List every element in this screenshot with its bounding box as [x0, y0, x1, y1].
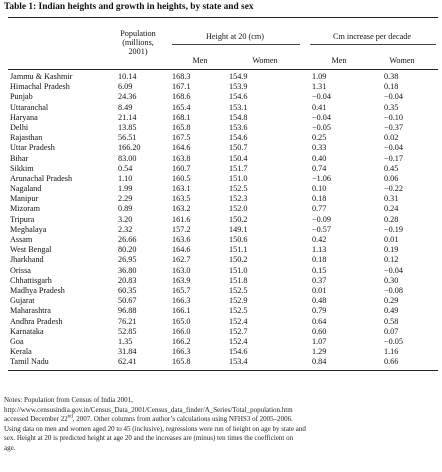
- state-cell: Goa: [10, 336, 24, 346]
- increase-women-cell: 0.58: [384, 316, 399, 326]
- notes-line: [4, 415, 436, 425]
- increase-women-cell: 1.16: [384, 347, 399, 357]
- state-cell: Chhattisgarh: [10, 275, 52, 285]
- population-cell: 24.36: [118, 92, 137, 102]
- table-row: [8, 327, 438, 337]
- increase-men-cell: 0.40: [312, 153, 327, 163]
- height-women-cell: 152.5: [229, 184, 248, 194]
- increase-women-cell: 0.18: [384, 82, 399, 92]
- increase-men-cell: 0.74: [312, 163, 327, 173]
- notes-text: accessed December 22: [4, 415, 68, 424]
- height-women-cell: 151.0: [229, 173, 248, 183]
- increase-men-cell: 0.01: [312, 285, 327, 295]
- state-cell: Tamil Nadu: [10, 357, 49, 367]
- height-women-cell: 153.1: [229, 102, 248, 112]
- state-cell: Sikkim: [10, 163, 34, 173]
- increase-women-cell: −0.05: [384, 336, 403, 346]
- population-cell: 2.32: [118, 224, 133, 234]
- state-cell: Karnataka: [10, 326, 44, 336]
- notes-line: Notes: Population from Census of India 2001,: [4, 396, 133, 404]
- height-women-cell: 154.9: [229, 72, 248, 81]
- table-row: [8, 306, 438, 316]
- height-women-cell: 149.1: [229, 224, 248, 234]
- table-title: Table 1: Indian heights and growth in heights, by state and sex: [4, 2, 254, 12]
- state-cell: Rajasthan: [10, 133, 43, 143]
- population-cell: 10.14: [118, 72, 137, 81]
- state-cell: Nagaland: [10, 184, 42, 194]
- table-row: [8, 92, 438, 102]
- state-cell: Punjab: [10, 92, 33, 102]
- height-women-header: Women: [252, 56, 278, 65]
- state-cell: Gujarat: [10, 296, 35, 306]
- height-group-header: Height at 20 (cm): [206, 32, 264, 41]
- increase-men-cell: −0.04: [312, 92, 331, 102]
- height-men-cell: 164.6: [172, 143, 191, 153]
- table-row: [8, 215, 438, 225]
- height-men-cell: 166.0: [172, 326, 191, 336]
- population-cell: 0.89: [118, 204, 133, 214]
- population-cell: 60.35: [118, 285, 137, 295]
- state-cell: Haryana: [10, 112, 38, 122]
- state-cell: Orissa: [10, 265, 31, 275]
- population-cell: 76.21: [118, 316, 137, 326]
- increase-men-cell: −0.57: [312, 224, 331, 234]
- table-row: [8, 184, 438, 194]
- increase-men-cell: −0.09: [312, 214, 331, 224]
- table-row: [8, 357, 438, 367]
- population-cell: 0.54: [118, 163, 133, 173]
- height-women-cell: 150.2: [229, 255, 248, 265]
- height-men-cell: 160.5: [172, 173, 191, 183]
- increase-women-cell: 0.30: [384, 275, 399, 285]
- height-men-header: Men: [192, 56, 208, 65]
- table-row: [8, 245, 438, 255]
- height-men-cell: 166.2: [172, 336, 191, 346]
- height-women-cell: 150.6: [229, 235, 248, 244]
- population-cell: 1.35: [118, 336, 133, 346]
- table-row: [8, 204, 438, 214]
- header-rule: [8, 69, 438, 70]
- increase-men-cell: −1.06: [312, 173, 331, 183]
- state-cell: Jharkhand: [10, 255, 44, 265]
- table-row: [8, 337, 438, 347]
- table-row: [8, 255, 438, 265]
- height-women-cell: 153.9: [229, 82, 248, 92]
- increase-men-cell: 0.10: [312, 184, 327, 194]
- height-women-cell: 152.9: [229, 296, 248, 306]
- increase-women-cell: −0.37: [384, 122, 403, 132]
- table-row: [8, 266, 438, 276]
- state-cell: West Bengal: [10, 245, 52, 255]
- height-men-cell: 167.1: [172, 82, 191, 92]
- height-men-cell: 165.4: [172, 102, 191, 112]
- population-cell: 3.20: [118, 214, 133, 224]
- height-women-cell: 153.4: [229, 357, 248, 367]
- increase-women-cell: −0.17: [384, 153, 403, 163]
- height-men-cell: 167.5: [172, 133, 191, 143]
- increase-men-cell: 0.15: [312, 265, 327, 275]
- table-row: [8, 154, 438, 164]
- table-row: [8, 82, 438, 92]
- increase-women-cell: 0.29: [384, 296, 399, 306]
- notes-superscript: nd: [67, 414, 73, 420]
- table-row: [8, 123, 438, 133]
- state-cell: Tripura: [10, 214, 35, 224]
- height-men-cell: 163.2: [172, 204, 191, 214]
- state-cell: Mizoram: [10, 204, 41, 214]
- population-cell: 80.20: [118, 245, 137, 255]
- table-row: [8, 133, 438, 143]
- table-row: [8, 276, 438, 286]
- population-header-line-3: 2001): [128, 47, 148, 56]
- increase-women-cell: 0.35: [384, 102, 399, 112]
- increase-men-cell: 0.37: [312, 275, 327, 285]
- height-women-cell: 150.2: [229, 214, 248, 224]
- increase-women-cell: 0.24: [384, 204, 399, 214]
- state-cell: Kerala: [10, 347, 32, 357]
- state-cell: Uttar Pradesh: [10, 143, 55, 153]
- increase-women-header: Women: [389, 56, 415, 65]
- increase-women-cell: −0.08: [384, 285, 403, 295]
- height-men-cell: 163.0: [172, 265, 191, 275]
- increase-group-rule: [310, 44, 436, 45]
- increase-women-cell: −0.04: [384, 92, 403, 102]
- increase-men-cell: 0.64: [312, 316, 327, 326]
- increase-men-cell: 0.60: [312, 326, 327, 336]
- increase-women-cell: 0.06: [384, 173, 399, 183]
- state-cell: Manipur: [10, 194, 39, 204]
- height-men-cell: 163.1: [172, 184, 191, 194]
- population-cell: 62.41: [118, 357, 137, 367]
- table-row: [8, 143, 438, 153]
- increase-women-cell: 0.01: [384, 235, 399, 244]
- increase-women-cell: 0.49: [384, 306, 399, 316]
- height-women-cell: 152.3: [229, 194, 248, 204]
- population-cell: 56.51: [118, 133, 137, 143]
- state-cell: Uttaranchal: [10, 102, 49, 112]
- state-cell: Delhi: [10, 122, 29, 132]
- population-cell: 26.95: [118, 255, 137, 265]
- population-cell: 6.09: [118, 82, 133, 92]
- height-women-cell: 151.0: [229, 265, 248, 275]
- height-men-cell: 166.1: [172, 306, 191, 316]
- height-women-cell: 152.0: [229, 204, 248, 214]
- state-cell: Jammu & Kashmir: [10, 72, 73, 81]
- state-cell: Andhra Pradesh: [10, 316, 63, 326]
- increase-men-cell: 0.41: [312, 102, 327, 112]
- notes-url: http://www.censusindia.gov.in/Census_Data_2001/Census_data_finder/A_Series/Total_population.htm: [4, 405, 293, 414]
- state-cell: Assam: [10, 235, 33, 244]
- increase-men-cell: 1.13: [312, 245, 327, 255]
- population-header: [108, 29, 168, 56]
- height-men-cell: 157.2: [172, 224, 191, 234]
- population-header-line-2: (millions,: [122, 38, 154, 47]
- increase-women-cell: 0.19: [384, 245, 399, 255]
- increase-women-cell: 0.31: [384, 194, 399, 204]
- height-men-cell: 168.3: [172, 72, 191, 81]
- increase-women-cell: 0.07: [384, 326, 399, 336]
- height-women-cell: 154.6: [229, 92, 248, 102]
- height-men-cell: 163.8: [172, 153, 191, 163]
- increase-women-cell: −0.19: [384, 224, 403, 234]
- increase-women-cell: −0.10: [384, 112, 403, 122]
- height-women-cell: 154.6: [229, 347, 248, 357]
- height-women-cell: 152.4: [229, 336, 248, 346]
- table-notes: [4, 396, 436, 454]
- increase-men-cell: 1.07: [312, 336, 327, 346]
- table-row: [8, 225, 438, 235]
- height-men-cell: 168.1: [172, 112, 191, 122]
- increase-group-header: Cm increase per decade: [333, 32, 411, 41]
- notes-line: sex. Height at 20 is predicted height at age 20 and the increases are (minus) ten times the coefficient on: [4, 434, 294, 443]
- table-row: [8, 103, 438, 113]
- increase-men-cell: 0.77: [312, 204, 327, 214]
- increase-women-cell: 0.02: [384, 133, 399, 143]
- increase-women-cell: 0.45: [384, 163, 399, 173]
- increase-men-cell: 0.42: [312, 235, 327, 244]
- table-row: [8, 296, 438, 306]
- state-cell: Arunachal Pradesh: [10, 173, 73, 183]
- increase-men-cell: 0.48: [312, 296, 327, 306]
- height-men-cell: 160.7: [172, 163, 191, 173]
- increase-men-header: Men: [331, 56, 347, 65]
- heights-table: [8, 17, 438, 371]
- height-women-cell: 151.8: [229, 275, 248, 285]
- increase-women-cell: 0.28: [384, 214, 399, 224]
- increase-men-cell: 0.79: [312, 306, 327, 316]
- population-cell: 13.85: [118, 122, 137, 132]
- increase-men-cell: 0.84: [312, 357, 327, 367]
- population-cell: 166.20: [118, 143, 141, 153]
- height-men-cell: 163.6: [172, 235, 191, 244]
- increase-men-cell: −0.04: [312, 112, 331, 122]
- height-men-cell: 168.6: [172, 92, 191, 102]
- height-women-cell: 152.5: [229, 285, 248, 295]
- height-men-cell: 165.0: [172, 316, 191, 326]
- height-group-rule: [172, 44, 300, 45]
- height-women-cell: 152.5: [229, 306, 248, 316]
- population-cell: 31.84: [118, 347, 137, 357]
- increase-men-cell: 1.31: [312, 82, 327, 92]
- height-women-cell: 152.4: [229, 316, 248, 326]
- height-men-cell: 163.9: [172, 275, 191, 285]
- notes-line: Using data on men and women aged 20 to 45 (inclusive), regressions were run of height on age by state and: [4, 424, 306, 433]
- population-cell: 83.00: [118, 153, 137, 163]
- table-row: [8, 174, 438, 184]
- state-cell: Meghalaya: [10, 224, 47, 234]
- height-men-cell: 165.8: [172, 357, 191, 367]
- increase-women-cell: −0.04: [384, 265, 403, 275]
- increase-women-cell: −0.22: [384, 184, 403, 194]
- population-cell: 36.80: [118, 265, 137, 275]
- increase-men-cell: 1.29: [312, 347, 327, 357]
- increase-women-cell: 0.12: [384, 255, 399, 265]
- table-header: [8, 18, 438, 69]
- population-header-line-1: Population: [120, 29, 156, 38]
- height-men-cell: 161.6: [172, 214, 191, 224]
- height-men-cell: 165.7: [172, 285, 191, 295]
- height-men-cell: 164.6: [172, 245, 191, 255]
- height-men-cell: 166.3: [172, 347, 191, 357]
- increase-women-cell: 0.66: [384, 357, 399, 367]
- population-cell: 96.88: [118, 306, 137, 316]
- table-body: [8, 69, 438, 370]
- increase-men-cell: 0.25: [312, 133, 327, 143]
- state-cell: Bihar: [10, 153, 29, 163]
- height-women-cell: 152.7: [229, 326, 248, 336]
- population-cell: 20.83: [118, 275, 137, 285]
- increase-women-cell: 0.38: [384, 72, 399, 81]
- height-women-cell: 153.6: [229, 122, 248, 132]
- height-women-cell: 151.1: [229, 245, 248, 255]
- table-row: [8, 347, 438, 357]
- population-cell: 50.67: [118, 296, 137, 306]
- height-women-cell: 154.8: [229, 112, 248, 122]
- population-cell: 1.10: [118, 173, 133, 183]
- notes-line: age.: [4, 443, 16, 452]
- height-men-cell: 166.3: [172, 296, 191, 306]
- table-row: [8, 317, 438, 327]
- state-cell: Maharashtra: [10, 306, 51, 316]
- height-men-cell: 163.5: [172, 194, 191, 204]
- height-men-cell: 165.8: [172, 122, 191, 132]
- population-cell: 2.29: [118, 194, 133, 204]
- increase-women-cell: −0.04: [384, 143, 403, 153]
- table-row: [8, 164, 438, 174]
- population-cell: 1.99: [118, 184, 133, 194]
- population-cell: 8.49: [118, 102, 133, 112]
- table-row: [8, 235, 438, 245]
- height-women-cell: 154.6: [229, 133, 248, 143]
- table-row: [8, 286, 438, 296]
- table-row: [8, 194, 438, 204]
- population-cell: 21.14: [118, 112, 137, 122]
- table-row: [8, 72, 438, 82]
- height-women-cell: 150.7: [229, 143, 248, 153]
- increase-men-cell: 0.18: [312, 194, 327, 204]
- increase-men-cell: 1.09: [312, 72, 327, 81]
- height-men-cell: 162.7: [172, 255, 191, 265]
- state-cell: Madhya Pradesh: [10, 285, 65, 295]
- notes-text: , 2007. Other columns from author’s calculations using NFHS3 of 2005–2006.: [72, 415, 293, 424]
- table-row: [8, 113, 438, 123]
- increase-men-cell: 0.18: [312, 255, 327, 265]
- height-women-cell: 151.7: [229, 163, 248, 173]
- population-cell: 26.66: [118, 235, 137, 244]
- height-women-cell: 150.4: [229, 153, 248, 163]
- state-cell: Himachal Pradesh: [10, 82, 70, 92]
- increase-men-cell: 0.33: [312, 143, 327, 153]
- increase-men-cell: −0.05: [312, 122, 331, 132]
- population-cell: 52.85: [118, 326, 137, 336]
